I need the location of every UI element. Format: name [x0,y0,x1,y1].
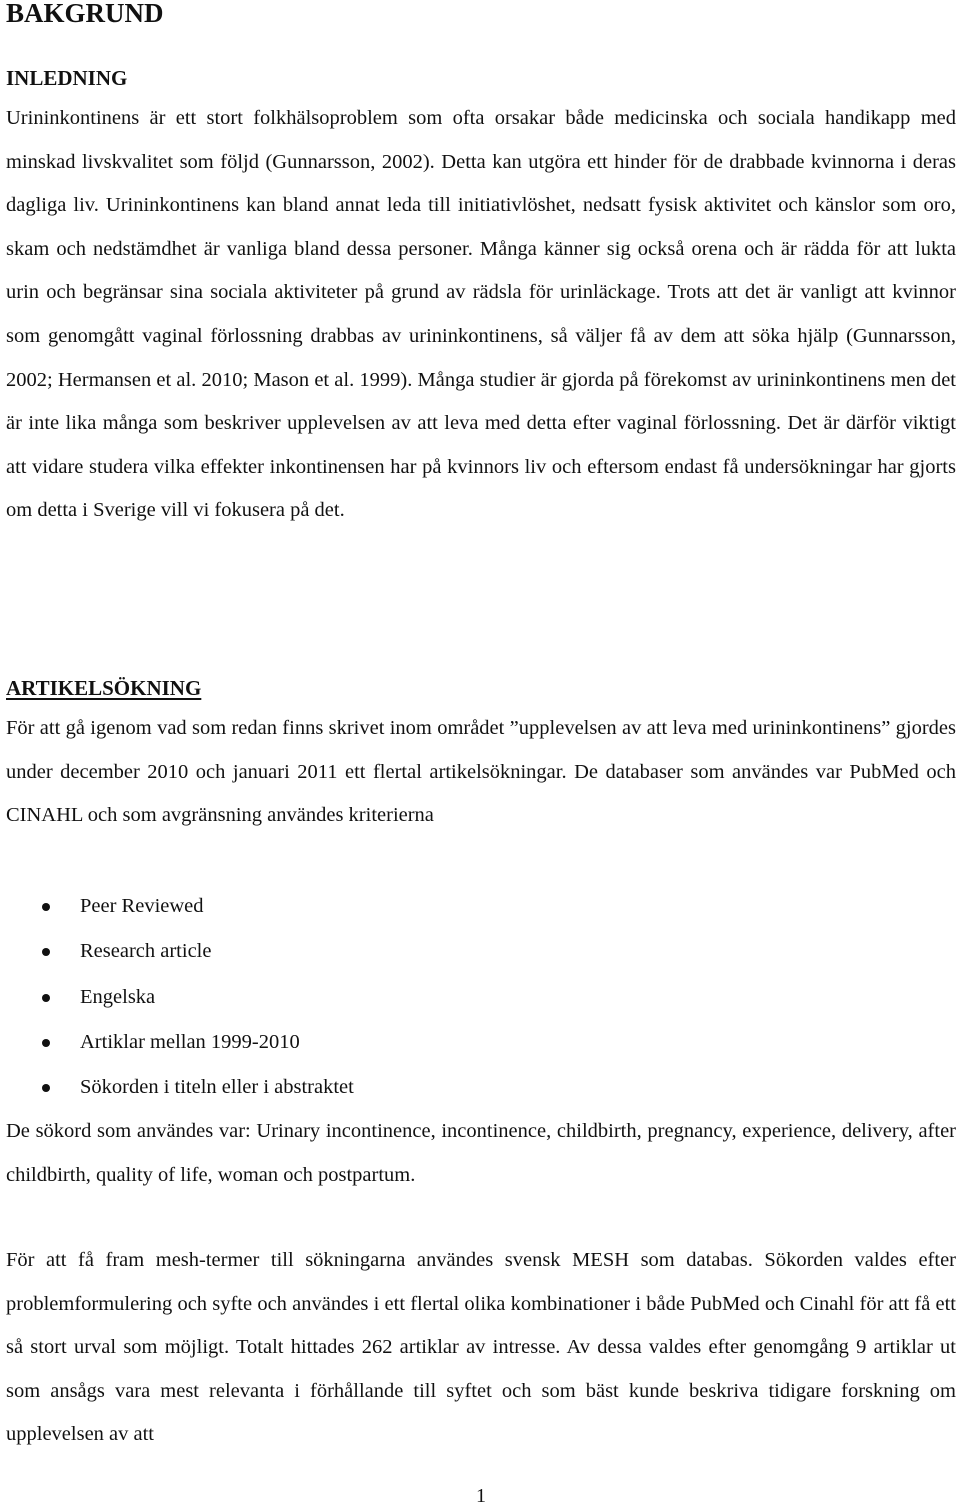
section-heading-artikelsokning: ARTIKELSÖKNING [6,676,202,700]
criteria-label: Research article [80,940,212,963]
intro-paragraph: Urininkontinens är ett stort folkhälsoproblem som ofta orsakar både medicinska och sociala handikapp med minskad livskvalitet som följd (Gunnarsson, 2002). Detta kan utgöra ett hinder för de drabbade kvinnorna i deras dagliga liv. Urininkontinens kan bland annat leda till initiativlöshet, nedsatt fysisk aktivitet och känslor som oro, skam och nedstämdhet är vanliga bland dessa personer. Många känner sig också orena och är rädda för att lukta urin och begränsar sina sociala aktiviteter på grund av rädsla för urinläckage. Trots att det är vanligt att kvinnor som genomgått vaginal förlossning drabbas av urininkontinens, så väljer få av dem att söka hjälp (Gunnarsson, 2002; Hermansen et al. 2010; Mason et al. 1999). Många studier är gjorda på förekomst av urininkontinens men det är inte lika många som beskriver upplevelsen av att leva med detta efter vaginal förlossning. Det är därför viktigt att vidare studera vilka effekter inkontinensen har på kvinnors liv och eftersom endast få undersökningar har gjorts om detta i Sverige vill vi fokusera på det. [6,107,956,522]
keywords-paragraph: De sökord som användes var: Urinary incontinence, incontinence, childbirth, pregnancy, experience, delivery, after childbirth, quality of life, woman och postpartum. [6,1120,956,1186]
search-paragraph: För att gå igenom vad som redan finns skrivet inom området ”upplevelsen av att leva med urininkontinens” gjordes under december 2010 och januari 2011 ett flertal artikelsökningar. De databaser som användes var PubMed och CINAHL och som avgränsning användes kriterierna [6,717,956,827]
criteria-label: Artiklar mellan 1999-2010 [80,1030,300,1053]
page-number: 1 [476,1485,486,1507]
criteria-list [6,884,354,1110]
list-item [6,1020,354,1065]
bullet-icon [42,903,50,911]
criteria-label: Sökorden i titeln eller i abstraktet [80,1076,354,1099]
section-heading-inledning: INLEDNING [6,66,128,90]
list-item [6,1065,354,1110]
bullet-icon [42,948,50,956]
bullet-icon [42,994,50,1002]
criteria-label: Engelska [80,985,156,1008]
list-item [6,975,354,1020]
criteria-label: Peer Reviewed [80,895,204,917]
list-item [6,929,354,974]
list-item [6,884,354,929]
bullet-icon [42,1084,50,1092]
mesh-paragraph: För att få fram mesh-termer till sökningarna användes svensk MESH som databas. Sökorden valdes efter problemformulering och syfte och användes i ett flertal olika kombinationer i både PubMed och Cinahl för att få ett så stort urval som möjligt. Totalt hittades 262 artiklar av intresse. Av dessa valdes efter genomgång 9 artiklar ut som ansågs vara mest relevanta i förhållande till syftet och som bäst kunde beskriva tidigare forskning om upplevelsen av att [6,1249,956,1446]
page-title: BAKGRUND [6,0,164,28]
bullet-icon [42,1039,50,1047]
